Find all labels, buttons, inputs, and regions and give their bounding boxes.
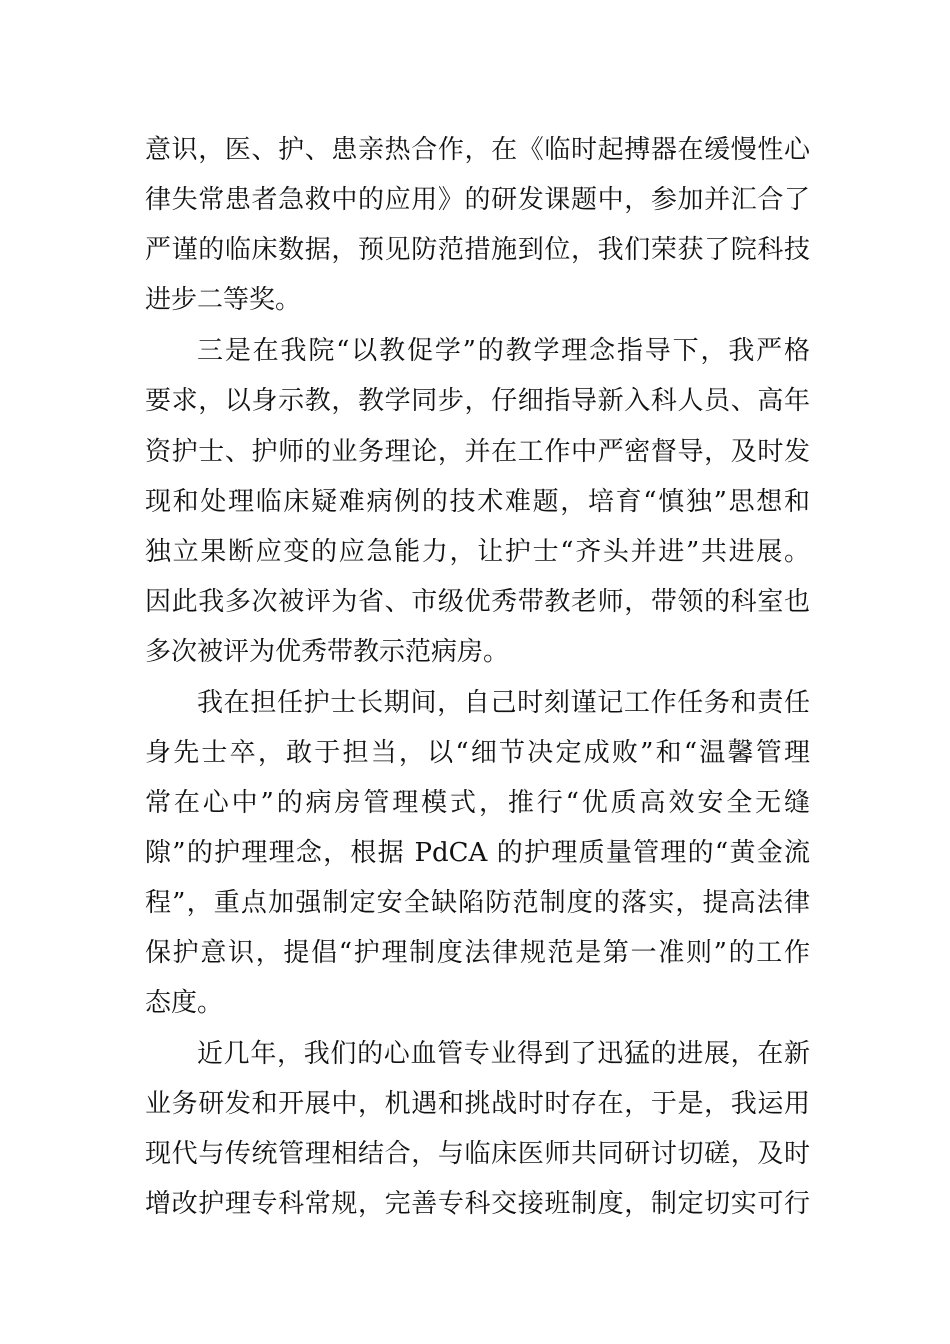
text-line: 程”，重点加强制定安全缺陷防范制度的落实，提高法律: [145, 888, 810, 918]
text-line: 隙”的护理理念，根据 PdCA 的护理质量管理的“黄金流: [145, 838, 810, 868]
text-line: 因此我多次被评为省、市级优秀带教老师，带领的科室也: [145, 587, 810, 617]
text-line: 身先士卒，敢于担当，以“细节决定成败”和“温馨管理: [145, 738, 810, 768]
text-line: 业务研发和开展中，机遇和挑战时时存在，于是，我运用: [145, 1089, 810, 1119]
paragraph-first-line: 三是在我院“以教促学”的教学理念指导下，我严格: [197, 336, 810, 366]
text-line: 律失常患者急救中的应用》的研发课题中，参加并汇合了: [145, 185, 810, 215]
text-line: 独立果断应变的应急能力，让护士“齐头并进”共进展。: [145, 537, 810, 567]
text-line: 资护士、护师的业务理论，并在工作中严密督导，及时发: [145, 437, 810, 467]
text-line: 要求，以身示教，教学同步，仔细指导新入科人员、高年: [145, 386, 810, 416]
paragraph-first-line: 近几年，我们的心血管专业得到了迅猛的进展，在新: [197, 1039, 810, 1069]
text-line: 现代与传统管理相结合，与临床医师共同研讨切磋，及时: [145, 1139, 810, 1169]
text-line: 意识，医、护、患亲热合作，在《临时起搏器在缓慢性心: [145, 135, 810, 165]
text-line: 现和处理临床疑难病例的技术难题，培育“慎独”思想和: [145, 487, 810, 517]
text-line: 常在心中”的病房管理模式，推行“优质高效安全无缝: [145, 788, 810, 818]
text-line: 保护意识，提倡“护理制度法律规范是第一准则”的工作: [145, 938, 810, 968]
text-line: 增改护理专科常规，完善专科交接班制度，制定切实可行: [145, 1189, 810, 1219]
text-line: 多次被评为优秀带教示范病房。: [145, 637, 510, 667]
text-line: 态度。: [145, 988, 224, 1018]
text-line: 严谨的临床数据，预见防范措施到位，我们荣获了院科技: [145, 235, 810, 265]
text-line: 进步二等奖。: [145, 285, 302, 315]
paragraph-first-line: 我在担任护士长期间，自己时刻谨记工作任务和责任: [197, 688, 810, 718]
